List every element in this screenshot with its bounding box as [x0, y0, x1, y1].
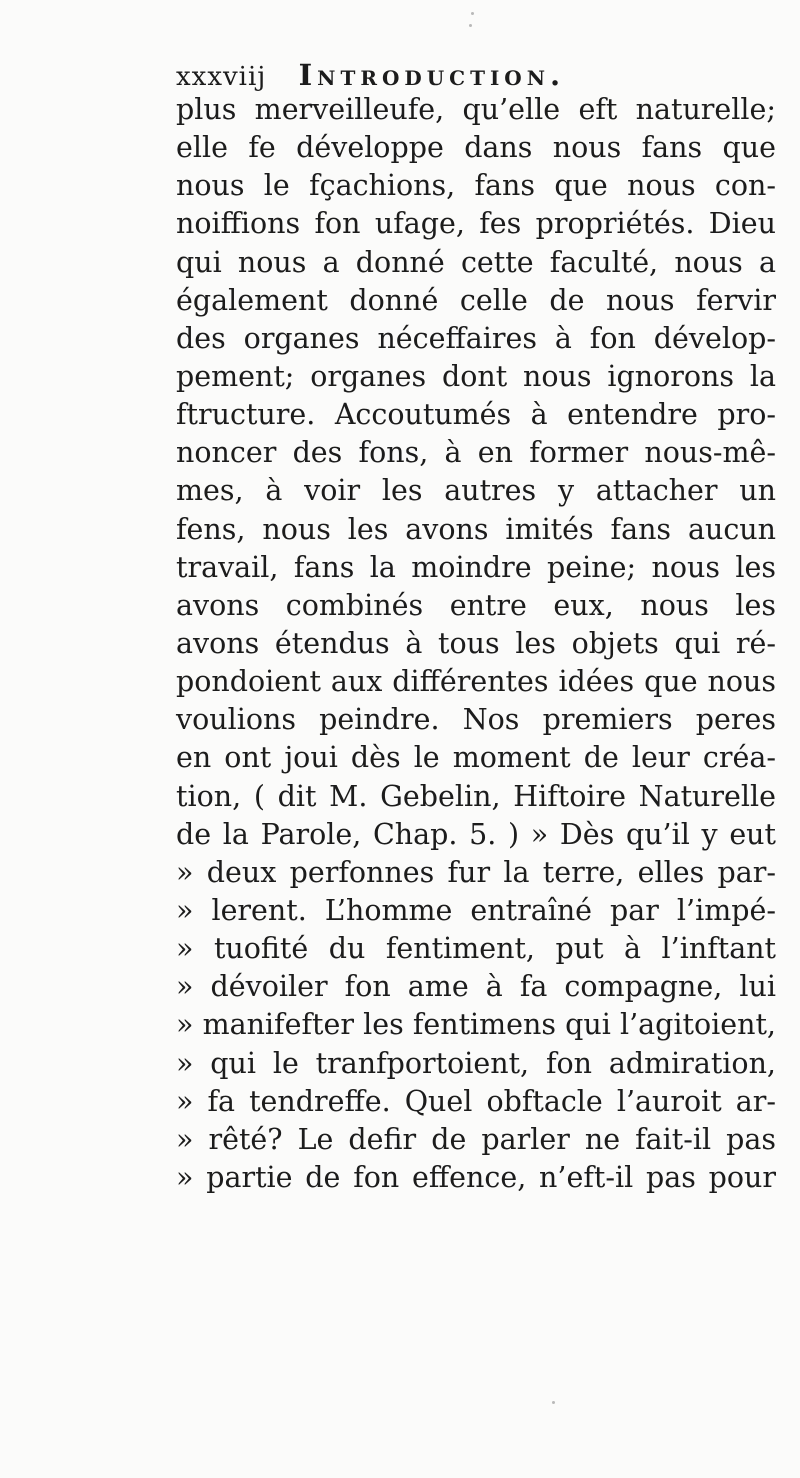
text-line: pement; organes dont nous ignorons la — [176, 359, 776, 393]
text-line: voulions peindre. Nos premiers peres — [176, 703, 776, 737]
text-line: avons étendus à tous les objets qui ré- — [176, 626, 776, 660]
running-title: Introduction. — [298, 58, 566, 92]
text-line: noiffions fon ufage, fes propriétés. Dieu — [176, 207, 776, 241]
text-line: » tuofité du fentiment, put à l’inftant — [176, 932, 776, 966]
text-line: également donné celle de nous fervir — [176, 283, 776, 317]
text-line: » manifefter les fentimens qui l’agitoient, — [176, 1008, 776, 1042]
ink-speck — [471, 12, 474, 15]
text-line: elle fe développe dans nous fans que — [176, 131, 776, 165]
text-line: » deux perfonnes fur la terre, elles par- — [176, 855, 776, 889]
text-line: tion, ( dit M. Gebelin, Hiftoire Naturelle — [176, 779, 776, 813]
text-line: des organes néceffaires à fon dévelop- — [176, 321, 776, 355]
text-line: noncer des fons, à en former nous-mê- — [176, 436, 776, 470]
text-line: qui nous a donné cette faculté, nous a — [176, 245, 776, 279]
ink-speck — [469, 24, 472, 27]
body-text — [176, 91, 776, 1197]
text-line: » lerent. L’homme entraîné par l’impé- — [176, 893, 776, 927]
text-line: » rêté? Le defir de parler ne fait-il pas — [176, 1122, 776, 1156]
ink-speck — [552, 1401, 555, 1404]
page-number: xxxviij — [176, 62, 267, 92]
text-line: pondoient aux différentes idées que nous — [176, 665, 776, 699]
text-line: de la Parole, Chap. 5. ) » Dès qu’il y eut — [176, 817, 776, 851]
text-line: en ont joui dès le moment de leur créa- — [176, 741, 776, 775]
text-line: ftructure. Accoutumés à entendre pro- — [176, 398, 776, 432]
text-line: plus merveilleufe, qu’elle eft naturelle; — [176, 93, 776, 126]
text-line: fens, nous les avons imités fans aucun — [176, 512, 776, 546]
page-header — [176, 58, 565, 92]
text-line: » partie de fon effence, n’eft-il pas pour — [176, 1160, 776, 1194]
text-line: travail, fans la moindre peine; nous les — [176, 550, 776, 584]
text-line: mes, à voir les autres y attacher un — [176, 474, 776, 508]
text-line: » qui le tranfportoient, fon admiration, — [176, 1046, 776, 1080]
text-line: » dévoiler fon ame à fa compagne, lui — [176, 970, 776, 1004]
text-line: avons combinés entre eux, nous les — [176, 588, 776, 622]
text-line: nous le fçachions, fans que nous con- — [176, 169, 776, 203]
text-line: » fa tendreffe. Quel obftacle l’auroit ar- — [176, 1084, 776, 1118]
